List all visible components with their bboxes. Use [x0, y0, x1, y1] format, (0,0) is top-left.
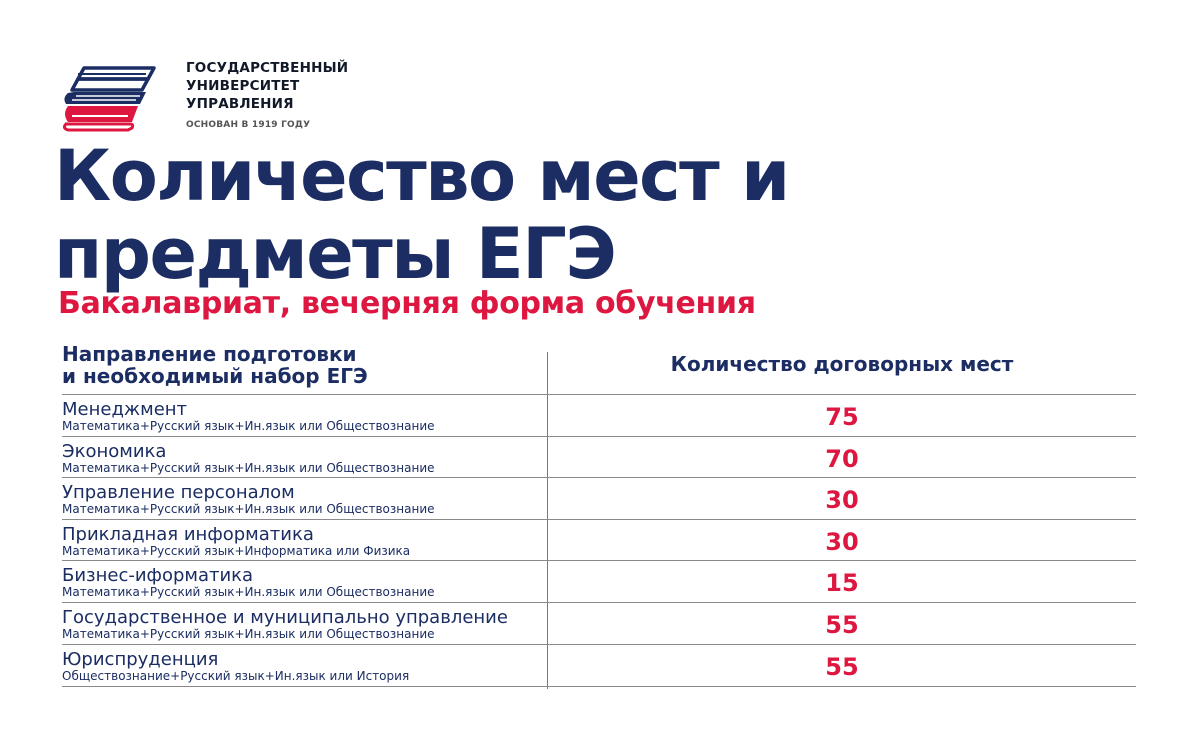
table-header-program [62, 343, 368, 387]
table-header-program-line-2: и необходимый набор ЕГЭ [62, 364, 368, 388]
university-name [186, 59, 348, 113]
program-subjects: Математика+Русский язык+Информатика или Физика [62, 543, 411, 558]
university-name-line-3: УПРАВЛЕНИЯ [186, 96, 294, 112]
program-name: Государственное и муниципально управление [62, 606, 508, 628]
program-name: Управление персоналом [62, 482, 295, 504]
program-subjects: Математика+Русский язык+Ин.язык или Обществознание [62, 626, 435, 641]
table-row [62, 602, 1136, 644]
program-name: Экономика [62, 440, 167, 462]
table-row [62, 519, 1136, 561]
program-name: Прикладная информатика [62, 523, 314, 545]
table-row [62, 477, 1136, 519]
places-count: 30 [825, 486, 859, 515]
program-subjects: Обществознание+Русский язык+Ин.язык или История [62, 668, 410, 683]
program-subjects: Математика+Русский язык+Ин.язык или Обществознание [62, 419, 435, 433]
page-title-line-1: Количество мест и [54, 135, 789, 217]
table-header-places: Количество договорных мест [670, 352, 1014, 376]
university-name-line-1: ГОСУДАРСТВЕННЫЙ [186, 60, 349, 76]
places-count: 55 [825, 652, 859, 681]
places-count: 55 [825, 610, 859, 639]
university-name-line-2: УНИВЕРСИТЕТ [186, 78, 300, 94]
program-subjects: Математика+Русский язык+Ин.язык или Обществознание [62, 460, 435, 475]
program-name: Бизнес-иформатика [62, 565, 254, 587]
program-name: Менеджмент [62, 399, 188, 420]
founded-text: ОСНОВАН В 1919 ГОДУ [186, 120, 311, 130]
table-row [62, 436, 1136, 478]
places-count: 70 [825, 444, 859, 473]
program-subjects: Математика+Русский язык+Ин.язык или Обществознание [62, 502, 435, 517]
places-count: 15 [825, 569, 859, 598]
table-row [62, 394, 1136, 436]
places-count: 75 [825, 403, 859, 431]
places-count: 30 [825, 527, 859, 556]
table-header-program-line-1: Направление подготовки [62, 342, 357, 366]
page-title [54, 137, 789, 293]
page-subtitle: Бакалавриат, вечерняя форма обучения [58, 286, 756, 321]
program-subjects: Математика+Русский язык+Ин.язык или Обществознание [62, 585, 435, 600]
program-name: Юриспруденция [62, 648, 219, 670]
table-body [62, 394, 1136, 687]
university-logo-icon [62, 64, 160, 134]
table-row [62, 644, 1136, 687]
page-title-line-2: предметы ЕГЭ [54, 213, 616, 295]
table-row [62, 560, 1136, 602]
